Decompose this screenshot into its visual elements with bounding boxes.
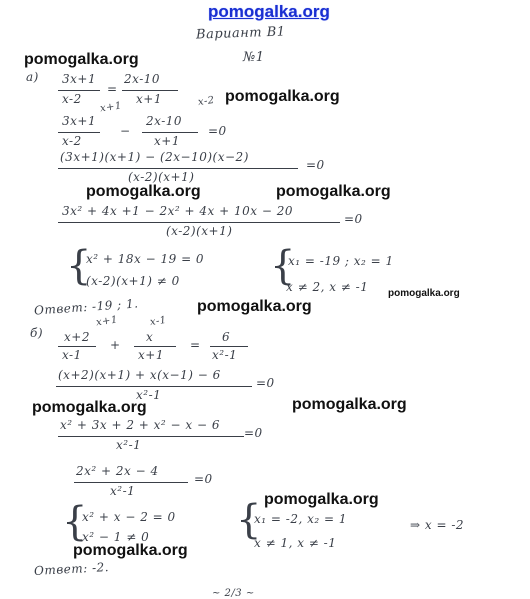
system-brace: { (66, 243, 92, 289)
plus-sign: + (110, 338, 121, 352)
system-brace: { (236, 497, 262, 543)
fraction-numerator: 2x-10 (124, 72, 161, 86)
multiplier-note: x+1 (95, 314, 119, 329)
answer-b: Ответ: -2. (33, 560, 110, 578)
fraction-bar (142, 132, 198, 133)
equals-zero: =0 (194, 472, 213, 486)
fraction-denominator: x²-1 (110, 484, 136, 498)
fraction-numerator: 3x² + 4x +1 − 2x² + 4x + 10x − 20 (62, 204, 293, 218)
equals-zero: =0 (306, 158, 325, 172)
page-fragment: ~ 2/3 ~ (212, 588, 255, 599)
system-roots: x₁ = -2, x₂ = 1 (254, 512, 347, 526)
system-brace: { (270, 243, 296, 289)
fraction-denominator: (x-2)(x+1) (128, 170, 195, 184)
fraction-numerator: 6 (222, 330, 231, 344)
watermark: pomogalka.org (24, 51, 139, 68)
system-roots: x₁ = -19 ; x₂ = 1 (288, 254, 394, 268)
system-condition: (x-2)(x+1) ≠ 0 (86, 274, 180, 288)
fraction-denominator: x+1 (136, 92, 162, 106)
fraction-numerator: (3x+1)(x+1) − (2x−10)(x−2) (60, 150, 249, 164)
system-condition: x ≠ 2, x ≠ -1 (286, 280, 369, 294)
fraction-denominator: x²-1 (212, 348, 238, 362)
watermark: pomogalka.org (86, 183, 201, 200)
watermark: pomogalka.org (225, 88, 340, 105)
fraction-numerator: x² + 3x + 2 + x² − x − 6 (60, 418, 221, 432)
fraction-denominator: x-2 (62, 92, 82, 106)
fraction-denominator: (x-2)(x+1) (166, 224, 233, 238)
fraction-bar (56, 386, 252, 387)
fraction-denominator: x²-1 (116, 438, 142, 452)
equals-zero: =0 (256, 376, 275, 390)
fraction-denominator: x²-1 (136, 388, 162, 402)
multiplier-note: x-2 (197, 94, 216, 109)
fraction-numerator: (x+2)(x+1) + x(x−1) − 6 (58, 368, 221, 382)
fraction-denominator: x+1 (138, 348, 164, 362)
fraction-numerator: 2x-10 (146, 114, 183, 128)
system-brace: { (62, 499, 88, 545)
watermark: pomogalka.org (73, 542, 188, 559)
equals-sign: = (107, 82, 118, 96)
fraction-denominator: x+1 (154, 134, 180, 148)
minus-sign: − (120, 124, 131, 138)
system-equation: x² + 18x − 19 = 0 (86, 252, 205, 266)
watermark: pomogalka.org (276, 183, 391, 200)
equals-sign: = (190, 338, 201, 352)
part-a-label: а) (26, 70, 39, 84)
fraction-bar (58, 222, 340, 223)
fraction-numerator: 2x² + 2x − 4 (76, 464, 159, 478)
answer-a: Ответ: -19 ; 1. (33, 296, 139, 318)
fraction-bar (58, 168, 298, 169)
conclusion: ⇒ x = -2 (410, 518, 465, 532)
watermark: pomogalka.org (197, 298, 312, 315)
system-condition: x ≠ 1, x ≠ -1 (254, 536, 337, 550)
watermark: pomogalka.org (292, 396, 407, 413)
watermark: pomogalka.org (264, 491, 379, 508)
fraction-denominator: x-1 (62, 348, 82, 362)
fraction-denominator: x-2 (62, 134, 82, 148)
system-equation: x² + x − 2 = 0 (82, 510, 176, 524)
fraction-bar (58, 436, 244, 437)
variant-heading: Вариант В1 (195, 24, 286, 43)
equals-zero: =0 (244, 426, 263, 440)
watermark-top: pomogalka.org (208, 2, 330, 21)
fraction-numerator: x+2 (64, 330, 90, 344)
part-b-label: б) (30, 326, 44, 340)
multiplier-note: x+1 (99, 100, 123, 115)
fraction-numerator: 3x+1 (62, 72, 97, 86)
fraction-bar (58, 346, 96, 347)
fraction-numerator: x (146, 330, 154, 344)
fraction-bar (210, 346, 248, 347)
equals-zero: =0 (208, 124, 227, 138)
fraction-bar (122, 90, 178, 91)
fraction-bar (74, 482, 188, 483)
multiplier-note: x-1 (149, 314, 168, 329)
system-condition: x² − 1 ≠ 0 (82, 530, 150, 544)
fraction-bar (58, 90, 100, 91)
problem-number: №1 (243, 50, 265, 65)
equals-zero: =0 (344, 212, 363, 226)
watermark: pomogalka.org (388, 288, 460, 299)
fraction-bar (58, 132, 100, 133)
fraction-bar (134, 346, 176, 347)
fraction-numerator: 3x+1 (62, 114, 97, 128)
watermark: pomogalka.org (32, 399, 147, 416)
